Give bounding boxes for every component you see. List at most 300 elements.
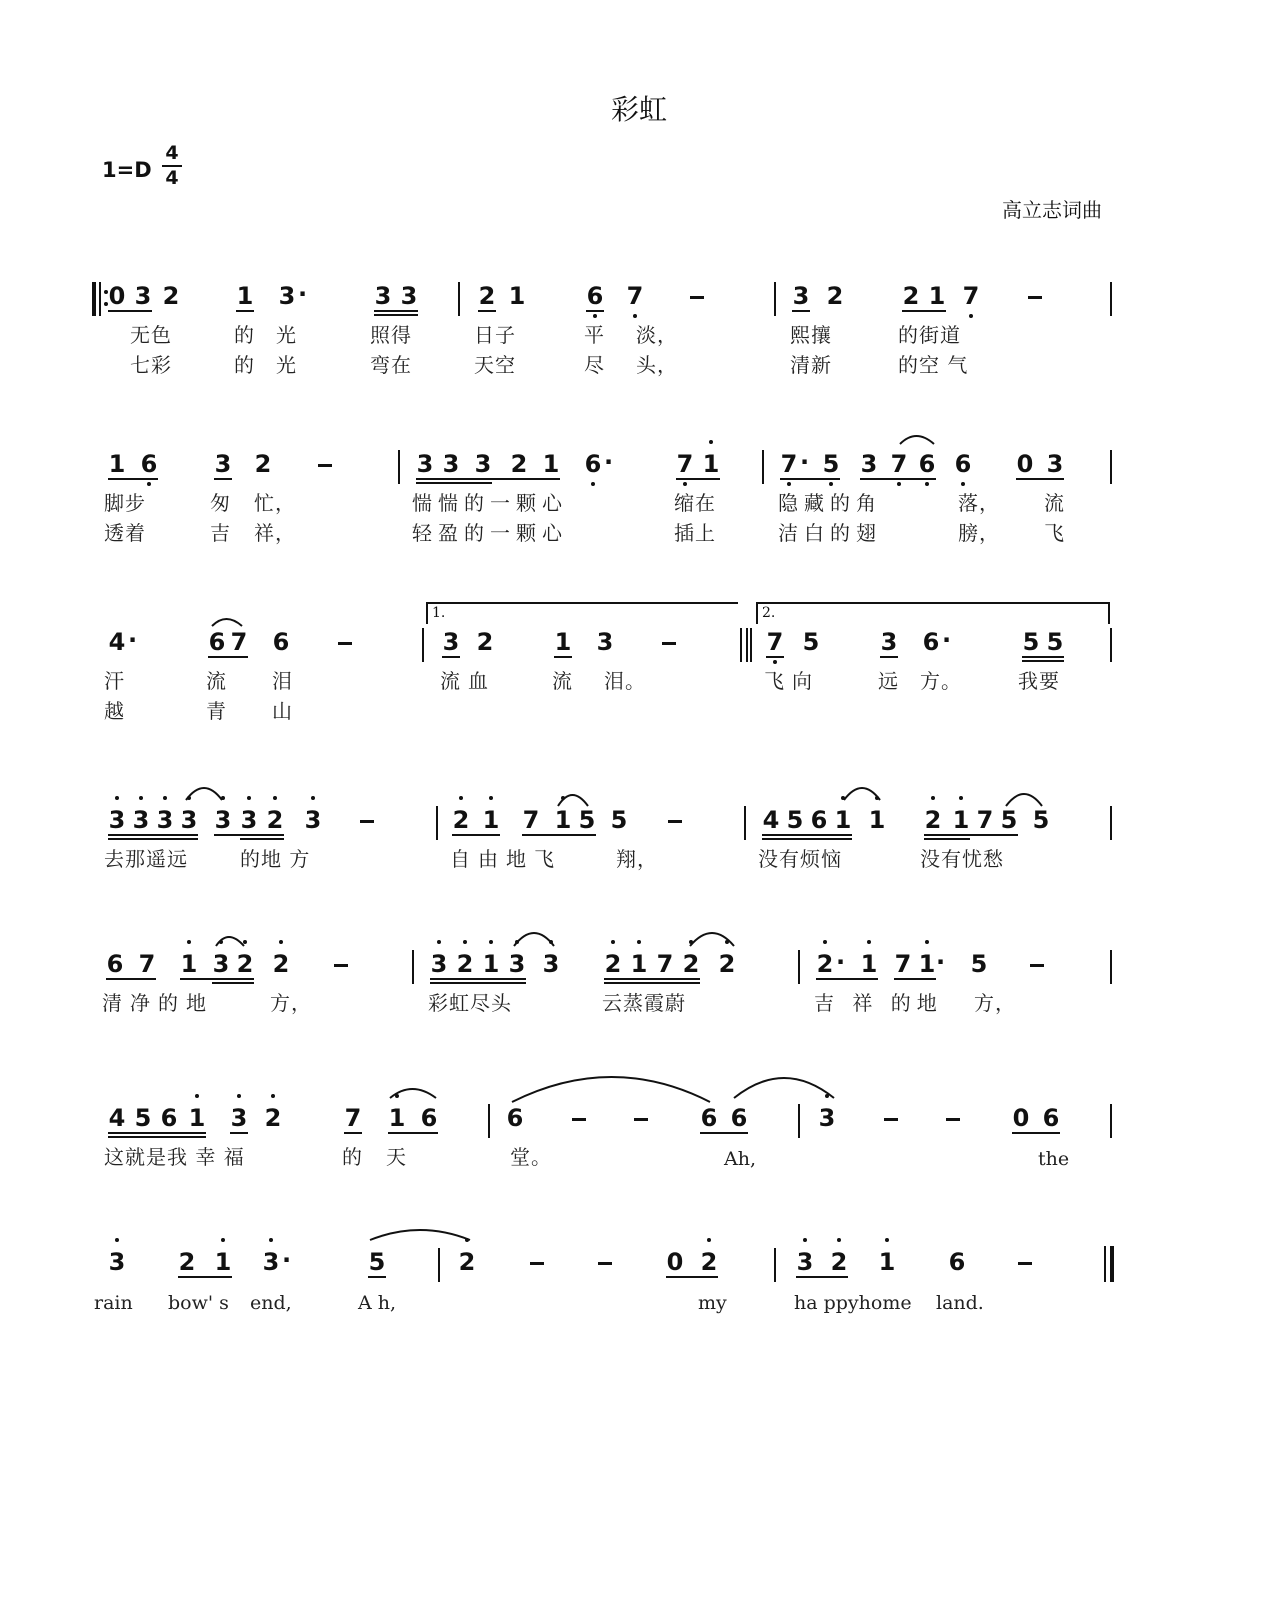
lyric: 忙， bbox=[254, 491, 296, 515]
note: 6 bbox=[586, 282, 604, 310]
note: 1 bbox=[554, 628, 572, 656]
note: 2 bbox=[682, 950, 700, 978]
beam-underline bbox=[816, 978, 878, 980]
lyric: 日子 bbox=[474, 323, 516, 347]
note: 3 bbox=[442, 450, 460, 478]
beam-underline bbox=[388, 1132, 438, 1134]
score-line-5: 6 7 1 3 2 2 3 2 1 3 3 2 1 7 2 2 2 · 1 7 1 · 5 清净的地 方， 彩虹尽头 云蒸霞蔚 吉 祥 的地 方， bbox=[0, 948, 1278, 1068]
note: 6 bbox=[700, 1104, 718, 1132]
lyric: 自由地飞 bbox=[450, 847, 562, 871]
beam-underline bbox=[924, 834, 1018, 836]
lyric: 惴惴的一颗心 bbox=[412, 491, 568, 515]
lyric: rain bbox=[94, 1292, 133, 1314]
lyric: 方， bbox=[974, 991, 1016, 1015]
note: 6 bbox=[584, 450, 602, 478]
lyric: 七彩 bbox=[130, 353, 172, 377]
beam-underline bbox=[780, 478, 840, 480]
beam-underline bbox=[860, 478, 936, 480]
song-title: 彩虹 bbox=[610, 93, 667, 126]
note: 1 bbox=[878, 1248, 896, 1276]
note: 3 bbox=[180, 806, 198, 834]
composer-credit: 高立志词曲 bbox=[1002, 198, 1102, 222]
note: 3 bbox=[230, 1104, 248, 1132]
lyric: 吉 bbox=[210, 521, 231, 545]
sustain-dash bbox=[668, 820, 682, 823]
beam-underline bbox=[604, 978, 700, 980]
lyric: 清净的地 bbox=[102, 991, 214, 1015]
barline bbox=[798, 950, 800, 984]
lyric: 的 bbox=[342, 1145, 363, 1169]
lyric: 流 bbox=[206, 669, 227, 693]
note: 1 bbox=[214, 1248, 232, 1276]
volta-1: 1. bbox=[426, 602, 738, 624]
sustain-dash bbox=[572, 1118, 586, 1121]
note: 2 bbox=[456, 950, 474, 978]
note: 2 bbox=[254, 450, 272, 478]
note: 2 bbox=[162, 282, 180, 310]
lyric: 隐藏的角 bbox=[778, 491, 882, 515]
lyric: 尽 bbox=[584, 353, 605, 377]
beam-underline bbox=[108, 1136, 206, 1138]
barline bbox=[1110, 628, 1112, 662]
score-line-3: 1. 2. 4 · 6 7 6 3 2 1 3 7 5 3 6 · 5 5 汗 流 泪 流血 流 泪。 飞向 远 方。 我要 越 青 山 bbox=[0, 600, 1278, 720]
meter-top: 4 bbox=[165, 142, 179, 164]
barline bbox=[1110, 450, 1112, 484]
note: 6 bbox=[922, 628, 940, 656]
note: 6 bbox=[106, 950, 124, 978]
beam-underline bbox=[430, 978, 526, 980]
note: 7 bbox=[894, 950, 912, 978]
beam-underline bbox=[762, 838, 852, 840]
note: 5 bbox=[1046, 628, 1064, 656]
beam-underline bbox=[106, 978, 156, 980]
beam-underline bbox=[796, 1276, 848, 1278]
note: 3 bbox=[508, 950, 526, 978]
sustain-dash bbox=[530, 1262, 544, 1265]
slur bbox=[734, 1078, 834, 1098]
beam-underline bbox=[586, 310, 604, 312]
beam-underline bbox=[236, 310, 254, 312]
note: 6 bbox=[948, 1248, 966, 1276]
barline bbox=[746, 628, 748, 662]
note: 5 bbox=[970, 950, 988, 978]
beam-underline bbox=[214, 478, 232, 480]
sustain-dash bbox=[884, 1118, 898, 1121]
note: 7 bbox=[766, 628, 784, 656]
beam-underline bbox=[1022, 656, 1064, 658]
beam-underline bbox=[442, 656, 460, 658]
lyric: 熙攘 bbox=[790, 323, 832, 347]
lyric: 缩在 bbox=[674, 491, 716, 515]
note: 1 bbox=[860, 950, 878, 978]
note: 0 bbox=[1012, 1104, 1030, 1132]
note: 2 bbox=[478, 282, 496, 310]
lyric: 飞向 bbox=[764, 669, 820, 693]
sustain-dash bbox=[1018, 1262, 1032, 1265]
lyric: land. bbox=[936, 1292, 984, 1314]
note: 1 bbox=[508, 282, 526, 310]
barline bbox=[99, 282, 101, 316]
note: 4 bbox=[108, 628, 126, 656]
lyric: 落， bbox=[958, 491, 1000, 515]
note: 5 bbox=[1022, 628, 1040, 656]
beam-underline bbox=[880, 656, 898, 658]
lyric: 祥， bbox=[254, 521, 296, 545]
note: 7 bbox=[656, 950, 674, 978]
note: 2 bbox=[816, 950, 834, 978]
note: 3 bbox=[108, 806, 126, 834]
note: 1 bbox=[868, 806, 886, 834]
note: 5 bbox=[786, 806, 804, 834]
note: 7 bbox=[626, 282, 644, 310]
sustain-dash bbox=[634, 1118, 648, 1121]
lyric: 轻盈的一颗心 bbox=[412, 521, 568, 545]
score-line-6 bbox=[0, 1102, 1278, 1222]
barline bbox=[774, 1248, 776, 1282]
slur bbox=[514, 933, 554, 946]
beam-underline bbox=[212, 982, 254, 984]
barline bbox=[750, 628, 752, 662]
note: 3 bbox=[374, 282, 392, 310]
lyric: 方。 bbox=[920, 669, 962, 693]
beam-underline bbox=[430, 982, 526, 984]
note: 1 bbox=[188, 1104, 206, 1132]
sustain-dash bbox=[598, 1262, 612, 1265]
note: 7 bbox=[344, 1104, 362, 1132]
note: 5 bbox=[610, 806, 628, 834]
key-signature: 1=D bbox=[102, 158, 152, 182]
beam-underline bbox=[1012, 1132, 1060, 1134]
note: 5 bbox=[1032, 806, 1050, 834]
lyric: 青 bbox=[206, 699, 227, 723]
lyric: the bbox=[1038, 1148, 1070, 1170]
beam-underline bbox=[894, 978, 936, 980]
note: 3 bbox=[860, 450, 878, 478]
barline bbox=[740, 628, 742, 662]
volta-2: 2. bbox=[756, 602, 1110, 624]
lyric: 泪。 bbox=[604, 669, 646, 693]
barline bbox=[438, 1248, 440, 1282]
note: 2 bbox=[476, 628, 494, 656]
lyric: 没有忧愁 bbox=[920, 847, 1004, 871]
lyric: 天空 bbox=[474, 353, 516, 377]
lyric: my bbox=[698, 1292, 727, 1314]
note: 2 bbox=[604, 950, 622, 978]
barline bbox=[412, 950, 414, 984]
note: 1 bbox=[630, 950, 648, 978]
beam-underline bbox=[230, 1132, 248, 1134]
note: 3 bbox=[792, 282, 810, 310]
note: 1 bbox=[108, 450, 126, 478]
note: 7 bbox=[976, 806, 994, 834]
lyric: 云蒸霞蔚 bbox=[602, 991, 686, 1015]
note: 5 bbox=[368, 1248, 386, 1276]
note: 1 bbox=[918, 950, 936, 978]
note: 3 bbox=[596, 628, 614, 656]
final-barline-thick bbox=[1110, 1246, 1114, 1282]
note: 5 bbox=[578, 806, 596, 834]
lyric: 光 bbox=[276, 323, 297, 347]
sustain-dash bbox=[360, 820, 374, 823]
note: 1 bbox=[180, 950, 198, 978]
note: 6 bbox=[272, 628, 290, 656]
lyric: 洁白的翅 bbox=[778, 521, 882, 545]
note: 3 bbox=[796, 1248, 814, 1276]
note: 1 bbox=[236, 282, 254, 310]
beam-underline bbox=[676, 478, 720, 480]
lyric: 越 bbox=[104, 699, 125, 723]
repeat-start-bar bbox=[92, 282, 96, 316]
note: 0 bbox=[666, 1248, 684, 1276]
note: 2 bbox=[902, 282, 920, 310]
score-line-2: 1 6 3 2 3 3 3 2 1 6 · 7 1 7 · 5 3 7 6 6 0 3 脚步 匆 忙， 惴惴的一颗心 缩在 隐藏的角 落， 流 透着 吉 祥， 轻盈的一颗心 插上 洁白的翅 膀， 飞 bbox=[0, 448, 1278, 568]
lyric: 弯在 bbox=[370, 353, 412, 377]
score-line-7: 3 2 1 3 · 5 2 0 2 3 2 1 6 rain bow' s end, A h, my ha ppyhome land. bbox=[0, 1246, 1278, 1366]
slur bbox=[900, 436, 934, 444]
lyric: 无色 bbox=[130, 323, 172, 347]
note: 1 bbox=[834, 806, 852, 834]
barline bbox=[422, 628, 424, 662]
barline bbox=[1110, 806, 1112, 840]
note: 2 bbox=[718, 950, 736, 978]
note: 2 bbox=[458, 1248, 476, 1276]
note: 7 bbox=[522, 806, 540, 834]
lyric: 的地 方 bbox=[240, 847, 311, 871]
note: 6 bbox=[730, 1104, 748, 1132]
beam-underline bbox=[214, 834, 284, 836]
lyric: 照得 bbox=[370, 323, 412, 347]
slur bbox=[186, 788, 222, 800]
note: 1 bbox=[388, 1104, 406, 1132]
note: 7 bbox=[676, 450, 694, 478]
beam-underline bbox=[478, 310, 496, 312]
beam-underline bbox=[344, 1132, 362, 1134]
note: 2 bbox=[830, 1248, 848, 1276]
beam-underline bbox=[108, 1132, 206, 1134]
beam-underline bbox=[766, 656, 784, 658]
note: 6 bbox=[420, 1104, 438, 1132]
sustain-dash bbox=[334, 964, 348, 967]
barline bbox=[798, 1104, 800, 1138]
note: 6 bbox=[140, 450, 158, 478]
lyric: 山 bbox=[272, 699, 293, 723]
time-signature bbox=[162, 144, 182, 188]
beam-underline bbox=[108, 834, 198, 836]
note: 3 bbox=[416, 450, 434, 478]
lyric: 透着 bbox=[104, 521, 146, 545]
beam-underline bbox=[178, 1276, 232, 1278]
lyric: 的街道 bbox=[898, 323, 961, 347]
lyric: 淡， bbox=[636, 323, 678, 347]
note: 5 bbox=[822, 450, 840, 478]
barline bbox=[1110, 282, 1112, 316]
note: 2 bbox=[272, 950, 290, 978]
note: 6 bbox=[506, 1104, 524, 1132]
note: 1 bbox=[554, 806, 572, 834]
note: 6 bbox=[918, 450, 936, 478]
beam-underline bbox=[666, 1276, 718, 1278]
beam-underline bbox=[762, 834, 852, 836]
note: 3 bbox=[262, 1248, 280, 1276]
note: 3 bbox=[442, 628, 460, 656]
note: 6 bbox=[1042, 1104, 1060, 1132]
lyric: Ah, bbox=[724, 1148, 756, 1170]
lyric: A h, bbox=[358, 1292, 397, 1314]
note: 3 bbox=[214, 806, 232, 834]
note: 1 bbox=[952, 806, 970, 834]
note: 5 bbox=[802, 628, 820, 656]
lyric: 方， bbox=[270, 991, 312, 1015]
note: 0 bbox=[108, 282, 126, 310]
note: 3 bbox=[278, 282, 296, 310]
beam-underline bbox=[108, 310, 152, 312]
lyric: 我要 bbox=[1018, 669, 1060, 693]
note: 3 bbox=[214, 450, 232, 478]
beam-underline bbox=[374, 310, 418, 312]
note: 7 bbox=[780, 450, 798, 478]
sustain-dash bbox=[946, 1118, 960, 1121]
note: 2 bbox=[924, 806, 942, 834]
note: 2 bbox=[266, 806, 284, 834]
lyric: 远 bbox=[878, 669, 899, 693]
note: 4 bbox=[108, 1104, 126, 1132]
lyric: 的空 气 bbox=[898, 353, 969, 377]
lyric: 的 bbox=[234, 353, 255, 377]
lyric: 膀， bbox=[958, 521, 1000, 545]
note: 2 bbox=[700, 1248, 718, 1276]
lyric: 匆 bbox=[210, 491, 231, 515]
lyric: end, bbox=[250, 1292, 292, 1314]
barline bbox=[762, 450, 764, 484]
barline bbox=[436, 806, 438, 840]
lyric: 汗 bbox=[104, 669, 125, 693]
beam-underline bbox=[452, 834, 500, 836]
lyric: 头， bbox=[636, 353, 678, 377]
beam-underline bbox=[604, 982, 700, 984]
barline bbox=[398, 450, 400, 484]
note: 3 bbox=[880, 628, 898, 656]
beam-underline bbox=[1016, 478, 1064, 480]
lyric: 清新 bbox=[790, 353, 832, 377]
note: 2 bbox=[452, 806, 470, 834]
barline bbox=[1110, 1104, 1112, 1138]
beam-underline bbox=[368, 1276, 386, 1278]
lyric: 没有烦恼 bbox=[758, 847, 842, 871]
beam-underline bbox=[554, 656, 572, 658]
note: 0 bbox=[1016, 450, 1034, 478]
note: 3 bbox=[400, 282, 418, 310]
barline bbox=[744, 806, 746, 840]
lyric: 流血 bbox=[440, 669, 496, 693]
note: 1 bbox=[482, 806, 500, 834]
note: 1 bbox=[482, 950, 500, 978]
note: 7 bbox=[962, 282, 980, 310]
note: 2 bbox=[236, 950, 254, 978]
beam-underline bbox=[416, 478, 560, 480]
note: 6 bbox=[810, 806, 828, 834]
sustain-dash bbox=[318, 464, 332, 467]
lyric: 泪 bbox=[272, 669, 293, 693]
beam-underline bbox=[108, 478, 158, 480]
lyric: bow' s bbox=[168, 1292, 229, 1314]
score-line-4 bbox=[0, 804, 1278, 924]
note: 7 bbox=[890, 450, 908, 478]
beam-underline bbox=[180, 978, 254, 980]
barline bbox=[458, 282, 460, 316]
lyric: 光 bbox=[276, 353, 297, 377]
note: 3 bbox=[1046, 450, 1064, 478]
meter-bottom: 4 bbox=[165, 167, 179, 189]
note: 1 bbox=[702, 450, 720, 478]
note: 3 bbox=[134, 282, 152, 310]
lyric: 这就是我 幸 福 bbox=[104, 1145, 245, 1169]
note: 1 bbox=[928, 282, 946, 310]
sustain-dash bbox=[1028, 296, 1042, 299]
note: 2 bbox=[826, 282, 844, 310]
note: 3 bbox=[818, 1104, 836, 1132]
beam-underline bbox=[700, 1132, 748, 1134]
beam-underline bbox=[108, 838, 198, 840]
slur bbox=[370, 1230, 470, 1240]
barline bbox=[488, 1104, 490, 1138]
note: 4 bbox=[762, 806, 780, 834]
score-line-1: 0 3 2 1 3 · 3 3 2 1 6 7 3 2 2 1 7 无色 的 光 照得 日子 平 淡， 熙攘 的街道 七彩 的 光 弯在 天空 尽 头， 清新 的空 气 bbox=[0, 278, 1278, 398]
note: 3 bbox=[474, 450, 492, 478]
note: 2 bbox=[264, 1104, 282, 1132]
lyric: 脚步 bbox=[104, 491, 146, 515]
note: 3 bbox=[430, 950, 448, 978]
final-barline-thin bbox=[1104, 1246, 1106, 1282]
note: 2 bbox=[510, 450, 528, 478]
note: 7 bbox=[230, 628, 248, 656]
beam-underline bbox=[374, 314, 418, 316]
beam-underline bbox=[208, 656, 248, 658]
note: 3 bbox=[108, 1248, 126, 1276]
slur bbox=[512, 1077, 710, 1102]
lyric: 流 bbox=[1044, 491, 1065, 515]
note: 5 bbox=[1000, 806, 1018, 834]
note: 3 bbox=[240, 806, 258, 834]
note: 3 bbox=[156, 806, 174, 834]
beam-underline bbox=[792, 310, 810, 312]
note: 1 bbox=[542, 450, 560, 478]
note: 5 bbox=[134, 1104, 152, 1132]
lyric: 的 bbox=[234, 323, 255, 347]
note: 6 bbox=[208, 628, 226, 656]
sustain-dash bbox=[662, 642, 676, 645]
lyric: 飞 bbox=[1044, 521, 1065, 545]
lyric: 翔， bbox=[616, 847, 658, 871]
barline bbox=[1110, 950, 1112, 984]
lyric: 吉 祥 的地 bbox=[814, 991, 943, 1015]
note: 7 bbox=[138, 950, 156, 978]
lyric: 去那遥远 bbox=[104, 847, 188, 871]
lyric: 平 bbox=[584, 323, 605, 347]
lyric: 堂。 bbox=[510, 1145, 552, 1169]
lyric: 插上 bbox=[674, 521, 716, 545]
sustain-dash bbox=[690, 296, 704, 299]
beam-underline bbox=[902, 310, 946, 312]
lyric: 天 bbox=[386, 1145, 407, 1169]
sustain-dash bbox=[338, 642, 352, 645]
beam-underline bbox=[1022, 660, 1064, 662]
sustain-dash bbox=[1030, 964, 1044, 967]
note: 2 bbox=[178, 1248, 196, 1276]
barline bbox=[774, 282, 776, 316]
beam-underline bbox=[522, 834, 596, 836]
note: 3 bbox=[542, 950, 560, 978]
beam-underline bbox=[416, 482, 492, 484]
